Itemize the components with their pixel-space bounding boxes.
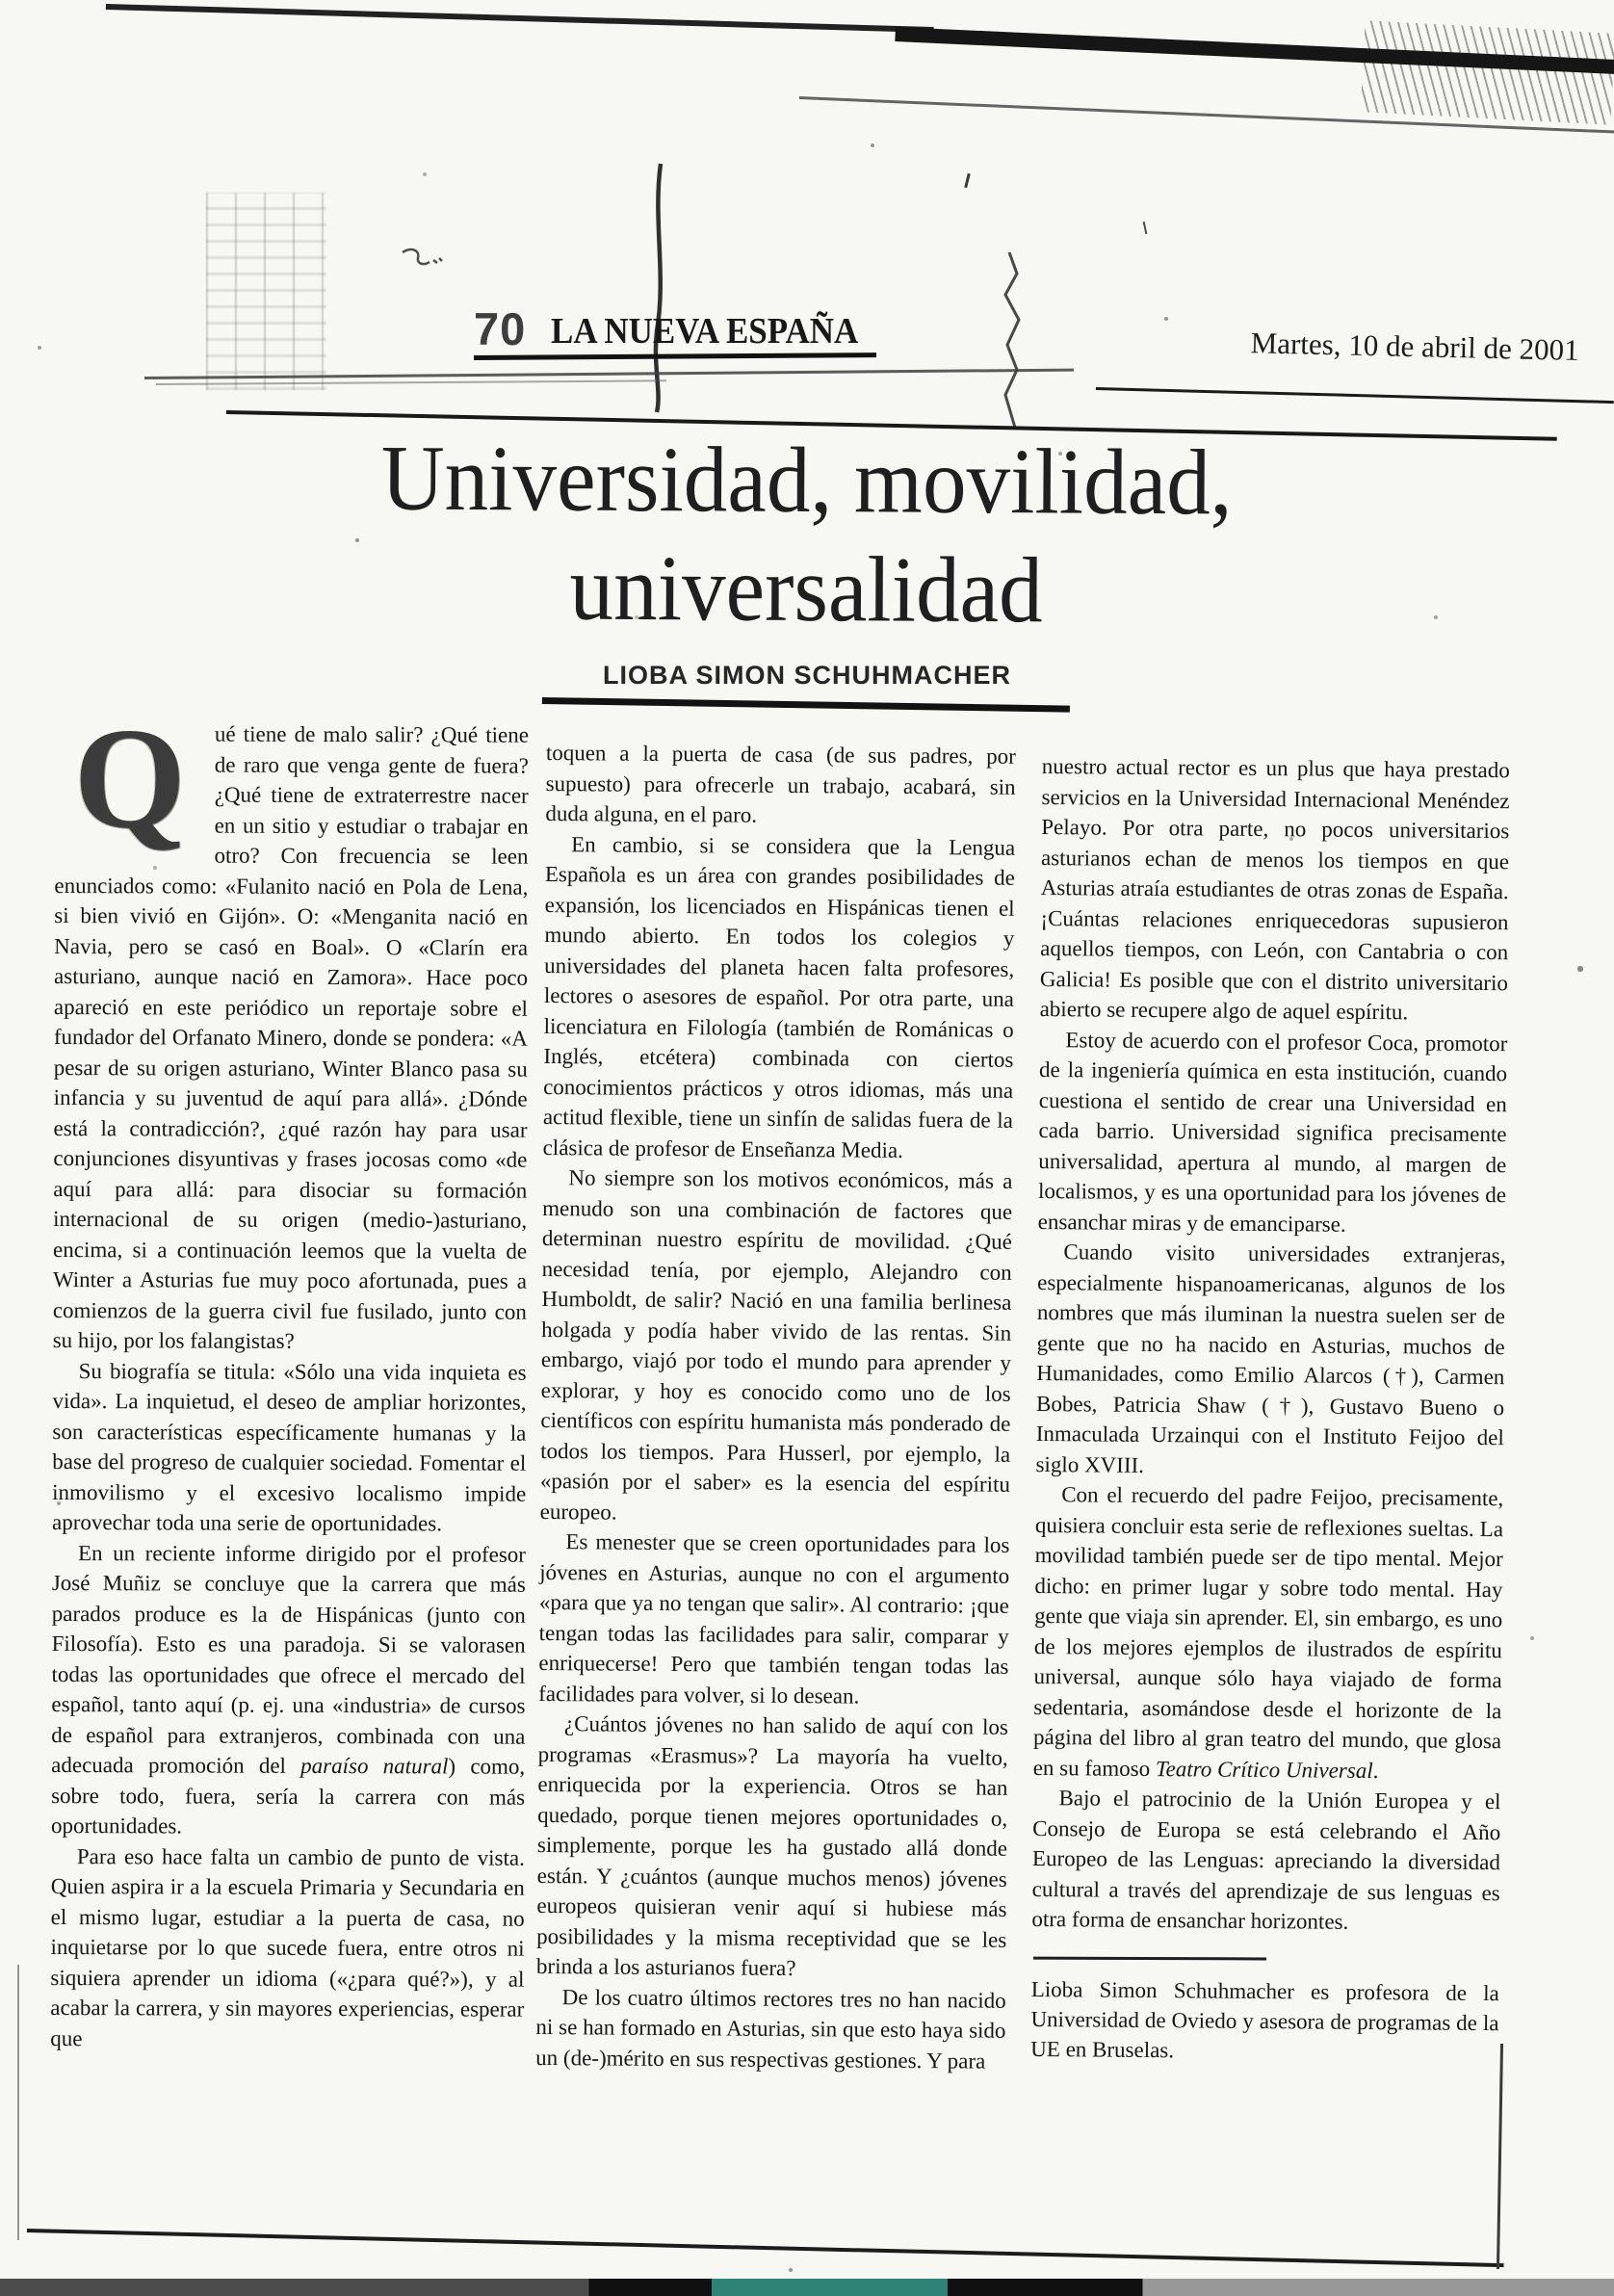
column-1 xyxy=(50,698,529,2055)
scan-artifact-tick xyxy=(964,173,971,188)
italic-text: Teatro Crítico Universal xyxy=(1155,1756,1373,1783)
text-segment: Cuando visito universidades extranjeras, especialmente hispanoamericanas, algunos de los nombres que más iluminan la nuestra suelen ser de gente que no ha nacido en Asturias, muchos de Humanidades, como Emilio Alarcos (†), Carmen Bobes, Patricia Shaw (†), Gustavo Bueno o Inmaculada Urzainqui con el Instituto Feijoo del siglo XVIII. xyxy=(1035,1239,1506,1477)
headline-line-2: universalidad xyxy=(569,535,1044,642)
issue-date: Martes, 10 de abril de 2001 xyxy=(1250,326,1579,367)
scan-artifact-tick xyxy=(1143,222,1148,234)
author-footnote: Lioba Simon Schuhmacher es profesora de la Universidad de Oviedo y asesora de programas de la UE en Bruselas. xyxy=(1030,1976,1499,2062)
byline-underline xyxy=(542,697,1070,713)
text-segment: nuestro actual rector es un plus que haya prestado servicios en la Universidad Internacional Menéndez Pelayo. Por otra parte, no pocos universitarios asturianos echan de menos los tiempos en que Asturias atraía estudiantes de otras zonas de España. ¡Cuántas relaciones enriquecedoras supusieron aquellos tiempos, con León, con Cantabria o con Galicia! Es posible que con el distrito universitario abierto se recupere algo de aquel espíritu. xyxy=(1039,753,1510,1025)
paragraph xyxy=(1031,1783,1500,1939)
date-rule xyxy=(1096,387,1614,404)
text-segment: . xyxy=(1372,1758,1379,1783)
paragraph xyxy=(543,828,1016,1165)
byline: LIOBA SIMON SCHUHMACHER xyxy=(603,661,1011,690)
scan-artifact-scribble xyxy=(1361,20,1614,124)
page-number: 70 xyxy=(474,303,527,354)
italic-text: paraíso natural xyxy=(300,1753,449,1779)
paragraph xyxy=(540,1162,1013,1530)
article-right-border xyxy=(1497,2044,1503,2269)
paragraph xyxy=(538,1526,1009,1712)
text-segment: Estoy de acuerdo con el profesor Coca, promotor de la ingeniería química en esta institución, cuando cuestiona el sentido de crear una Universidad en cada barrio. Universidad significa precisamente universalidad, apertura al mundo, al margen de localismos, y es una oportunidad para los jóvenes de ensanchar miras y de emanciparse. xyxy=(1037,1027,1508,1237)
text-segment: En un reciente informe dirigido por el profesor José Muñiz se concluye que la carrera que más parados produce es la de Hispánicas (junto con Filosofía). Esto es una paradoja. Si se valorasen todas las oportunidades que ofrece el mercado del español, tanto aquí (p. ej. una «industria» de cursos de español para extranjeros, combinada con una adecuada promoción del xyxy=(51,1540,527,1778)
article-left-border xyxy=(17,1965,19,2240)
paragraph xyxy=(50,1840,525,2054)
text-segment: Bajo el patrocinio de la Unión Europea y el Consejo de Europa se está celebrando el Año Europeo de las Lenguas: apreciando la diversidad cultural a través del aprendizaje de sus lenguas es otra forma de ensanchar horizontes. xyxy=(1031,1786,1501,1934)
paragraph xyxy=(545,738,1016,832)
paragraph xyxy=(1038,1024,1508,1240)
paragraph xyxy=(535,1981,1006,2075)
pen-squiggle-artifact xyxy=(399,247,443,272)
footnote-divider xyxy=(1033,1956,1266,1960)
article-headline xyxy=(127,422,1486,647)
paragraph xyxy=(52,698,529,1357)
headline-line-1: Universidad, movilidad, xyxy=(380,426,1233,535)
text-segment: Es menester que se creen oportunidades para los jóvenes en Asturias, aunque no con el argumento «para que ya no tengan que salir». Al contrario: ¡que tengan todas las facilidades para salir, comparar y enriquecerse! Pero que también tengan todas las facilidades para volver, si lo desean. xyxy=(538,1529,1010,1709)
paragraph xyxy=(1040,751,1510,1029)
text-segment: Su biografía se titula: «Sólo una vida inquieta es vida». La inquietud, el deseo de ampliar horizontes, son características específicamente humanas y la base del progreso de cualquier sociedad. Fomentar el inmovilismo y el excesivo localismo impide aprovechar toda una serie de oportunidades. xyxy=(52,1358,527,1536)
scan-artifact-top-band xyxy=(106,4,934,33)
column-3-text xyxy=(1031,751,1510,1939)
masthead-title: LA NUEVA ESPAÑA xyxy=(551,311,859,352)
column-1-text xyxy=(50,698,529,2055)
paragraph xyxy=(536,1709,1008,1985)
article-bottom-border xyxy=(27,2229,1504,2267)
scan-edge-band xyxy=(0,2279,1614,2296)
text-segment: ) como, sobre todo, fuera, sería la carrera con más oportunidades. xyxy=(50,1754,526,1839)
text-segment: Con el recuerdo del padre Feijoo, precisamente, quisiera concluir esta serie de reflexiones sueltas. La movilidad también puede ser de tipo mental. Mejor dicho: en primer lugar y sobre todo mental. Hay gente que viaja sin aprender. El, sin embargo, es uno de los mejores ejemplos de ilustrados de espíritu universal, aunque sólo haya viajado de forma sedentaria, asomándose desde el horizonte de la página del libro al gran teatro del mundo, que glosa en su famoso xyxy=(1032,1482,1504,1781)
column-2 xyxy=(535,738,1016,2076)
pen-stroke-artifact xyxy=(634,162,686,416)
text-segment: Para eso hace falta un cambio de punto de vista. Quien aspira ir a la escuela Primaria y Secundaria en el mismo lugar, estudiar a la puerta de casa, no inquietarse por lo que sucede fuera, entre otros ni siquiera aprender un idioma («¿para qué?»), y al acabar la carrera, y sin mayores experiencias, esperar que xyxy=(50,1843,525,2050)
scan-artifact-smudge xyxy=(206,193,326,390)
paragraph xyxy=(51,1537,526,1842)
drop-cap: Q xyxy=(73,698,187,859)
paragraph xyxy=(1035,1237,1505,1483)
text-segment: ué tiene de malo salir? ¿Qué tiene de raro que venga gente de fuera? ¿Qué tiene de extraterrestre nacer en un sitio y estudiar o trabajar en otro? Con frecuencia se leen enunciados como: «Fulanito nació en Pola de Lena, si bien vivió en Gijón». O: «Menganita nació en Navia, pero se casó en Boal». O «Clarín era asturiano, aunque nació en Zamora». Hace poco apareció en este periódico un reportaje sobre el fundador del Orfanato Minero, donde se pondera: «A pesar de su origen asturiano, Winter Blanco pasa su infancia y su juventud de aquí para allá». ¿Dónde está la contradicción?, ¿qué razón hay para usar conjunciones disyuntivas y frases jocosas como «de aquí para allá: para disociar su formación internacional de su origen (medio-)asturiano, encima, si a continuación leemos que la vuelta de Winter a Asturias fue muy poco afortunada, pues a comienzos de la guerra civil fue fusilado, junto con su hijo, por los falangistas? xyxy=(52,721,529,1353)
text-segment: De los cuatro últimos rectores tres no han nacido ni se han formado en Asturias, sin que esto haya sido un (de-)mérito en sus respectivas gestiones. Y para xyxy=(535,1984,1006,2074)
column-2-text xyxy=(535,738,1016,2076)
text-segment: No siempre son los motivos económicos, más a menudo son una combinación de factores que determinan nuestro espíritu de movilidad. ¿Qué necesidad tenía, por ejemplo, Alejandro con Humboldt, de salir? Nació en una familia berlinesa holgada y podía haber vivido de las rentas. Sin embargo, viajó por todo el mundo para aprender y explorar, y hoy es conocido como uno de los científicos con espíritu humanista más ponderado de todos los tiempos. Para Husserl, por ejemplo, la «pasión por el saber» es la esencia del espíritu europeo. xyxy=(539,1165,1013,1525)
text-segment: En cambio, si se considera que la Lengua Española es un área con grandes posibilidades de expansión, los licenciados en Hispánicas tienen el mundo abierto. En todos los colegios y universidades del planeta hacen falta profesores, lectores o asesores de español. Por otra parte, una licenciatura en Filología (también de Románicas o Inglés, etcétera) combinada con ciertos conocimientos prácticos y otros idiomas, más una actitud flexible, tiene un sinfín de salidas fuera de la clásica de profesor de Enseñanza Media. xyxy=(542,831,1016,1162)
scan-artifact-specks xyxy=(0,0,2,2)
paragraph xyxy=(1033,1479,1504,1787)
paragraph xyxy=(52,1355,527,1539)
text-segment: toquen a la puerta de casa (de sus padres, por supuesto) para ofrecerle un trabajo, acabará, sin duda alguna, en el paro. xyxy=(545,740,1016,827)
text-segment: ¿Cuántos jóvenes no han salido de aquí con los programas «Erasmus»? La mayoría ha vuelto, enriquecida por la experiencia. Otros se han quedado, porque tienen mejores oportunidades o, simplemente, porque les ha gustado allá donde están. Y ¿cuántos (aunque muchos menos) jóvenes europeos quisieran venir aquí si hubiese más posibilidades y la misma receptividad que se les brinda a los asturianos fuera? xyxy=(535,1711,1009,1981)
column-3 xyxy=(1030,751,1510,2068)
